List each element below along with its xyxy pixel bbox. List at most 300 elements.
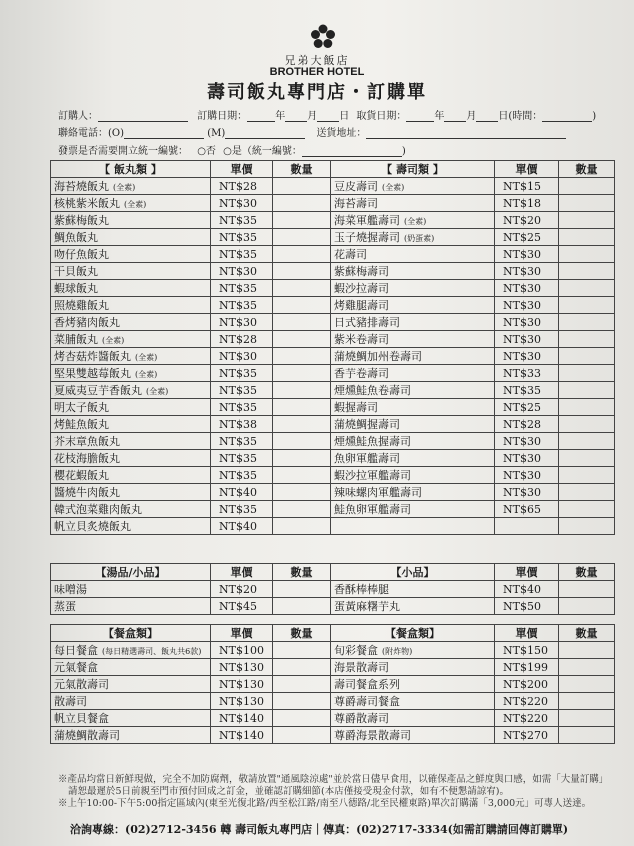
item-name: 照燒雞飯丸 [54, 299, 109, 312]
qty-input-cell[interactable] [273, 518, 331, 535]
qty-input-cell[interactable] [273, 467, 331, 484]
item-price [495, 518, 559, 535]
table-row [51, 450, 615, 467]
qty-input-cell[interactable] [559, 263, 615, 280]
qty-input-cell[interactable] [273, 263, 331, 280]
section-title: 【 壽司類 】 [331, 161, 495, 178]
table-header-row [51, 564, 615, 581]
qty-input-cell[interactable] [559, 399, 615, 416]
item-name: 烤杏菇炸醬飯丸 [54, 350, 131, 363]
item-price: NT$30 [495, 297, 559, 314]
qty-input-cell[interactable] [559, 501, 615, 518]
invoice-no-radio[interactable]: ○否 [197, 146, 216, 157]
form-line-1: 訂購人： 訂購日期： 年 月 日 取貨日期： 年 月 日(時間： ) [58, 111, 597, 122]
item-price: NT$35 [211, 433, 273, 450]
table-row [51, 710, 615, 727]
item-price: NT$20 [211, 581, 273, 598]
item-name-cell [51, 365, 211, 382]
item-price: NT$220 [495, 710, 559, 727]
item-name-cell [331, 433, 495, 450]
item-name-cell [331, 280, 495, 297]
item-name: 尊爵壽司餐盒 [334, 695, 400, 708]
item-name: 烤鮭魚飯丸 [54, 418, 109, 431]
note-1: ※產品均當日新鮮現做，完全不加防腐劑，敬請放置"通風陰涼處"並於當日儘早食用，以確保產品之鮮度與口感，如需「大量訂購」 [58, 774, 609, 785]
item-price: NT$35 [211, 246, 273, 263]
item-name-cell [331, 518, 495, 535]
item-name: 海苔燒飯丸 [54, 180, 109, 193]
item-name-cell [331, 659, 495, 676]
item-name: 壽司餐盒系列 [334, 678, 400, 691]
hotel-name-en: BROTHER HOTEL [269, 66, 365, 78]
item-price: NT$35 [211, 365, 273, 382]
qty-input-cell[interactable] [559, 212, 615, 229]
qty-input-cell[interactable] [273, 727, 331, 744]
item-name-cell [331, 598, 495, 615]
item-price: NT$270 [495, 727, 559, 744]
item-name: 帆立貝炙燒飯丸 [54, 520, 131, 533]
qty-input-cell[interactable] [273, 642, 331, 659]
item-name-cell [331, 263, 495, 280]
item-price: NT$25 [495, 399, 559, 416]
item-name-cell [51, 314, 211, 331]
item-name: 旬彩餐盒 [334, 644, 378, 657]
item-price: NT$30 [495, 263, 559, 280]
table-row [51, 581, 615, 598]
table-row [51, 399, 615, 416]
address-field[interactable] [366, 128, 566, 139]
item-price: NT$30 [211, 195, 273, 212]
item-name: 海苔壽司 [334, 197, 378, 210]
pickup-day-field[interactable] [476, 111, 498, 122]
section-title: 【餐盒類】 [51, 625, 211, 642]
item-name-cell [51, 178, 211, 195]
item-price: NT$38 [211, 416, 273, 433]
item-name: 紫米卷壽司 [334, 333, 389, 346]
item-name: 散壽司 [54, 695, 87, 708]
qty-input-cell[interactable] [559, 433, 615, 450]
item-price: NT$130 [211, 693, 273, 710]
qty-input-cell[interactable] [273, 659, 331, 676]
item-name-cell [51, 581, 211, 598]
item-name-cell [51, 676, 211, 693]
table-row [51, 501, 615, 518]
item-name-cell [331, 399, 495, 416]
item-name-cell [331, 484, 495, 501]
item-tag: (全素) [124, 200, 147, 209]
section-title: 【 飯丸類 】 [51, 161, 211, 178]
menu-table-boxes [50, 624, 615, 744]
item-name: 豆皮壽司 [334, 180, 378, 193]
item-name-cell [51, 727, 211, 744]
table-row [51, 246, 615, 263]
qty-input-cell[interactable] [273, 314, 331, 331]
item-name: 海景散壽司 [334, 661, 389, 674]
qty-input-cell[interactable] [559, 676, 615, 693]
qty-input-cell[interactable] [273, 450, 331, 467]
item-name-cell [331, 467, 495, 484]
item-name: 每日餐盒 [54, 644, 98, 657]
item-name-cell [331, 229, 495, 246]
item-name: 干貝飯丸 [54, 265, 98, 278]
pickup-month-field[interactable] [444, 111, 466, 122]
item-name-cell [51, 467, 211, 484]
item-price: NT$28 [495, 416, 559, 433]
qty-input-cell[interactable] [559, 642, 615, 659]
item-price: NT$20 [495, 212, 559, 229]
menu-table-main [50, 160, 615, 535]
qty-input-cell[interactable] [559, 297, 615, 314]
item-name: 烤雞腿壽司 [334, 299, 389, 312]
item-tag: (附炸物) [382, 647, 413, 656]
table-row [51, 518, 615, 535]
item-name-cell [51, 195, 211, 212]
table-row [51, 382, 615, 399]
item-name: 堅果雙越莓飯丸 [54, 367, 131, 380]
item-price: NT$35 [211, 450, 273, 467]
item-name: 蝦握壽司 [334, 401, 378, 414]
qty-input-cell[interactable] [559, 314, 615, 331]
table-row [51, 331, 615, 348]
item-price: NT$15 [495, 178, 559, 195]
qty-input-cell[interactable] [559, 659, 615, 676]
table-row [51, 212, 615, 229]
item-name-cell [51, 229, 211, 246]
item-name: 櫻花蝦飯丸 [54, 469, 109, 482]
qty-input-cell[interactable] [273, 365, 331, 382]
item-price: NT$130 [211, 659, 273, 676]
item-price: NT$35 [211, 467, 273, 484]
item-name: 蒲燒鯛散壽司 [54, 729, 120, 742]
item-name: 核桃紫米飯丸 [54, 197, 120, 210]
item-name-cell [331, 727, 495, 744]
price-header: 單價 [211, 564, 273, 581]
table-row [51, 314, 615, 331]
qty-input-cell[interactable] [559, 518, 615, 535]
item-name-cell [331, 676, 495, 693]
note-2: 請恕最遲於5日前親至門市預付回成之訂金，並確認訂購細節(本店僅接受現金付款，如有不便懇請諒宥)。 [68, 786, 509, 797]
pickup-time-field[interactable] [542, 111, 592, 122]
item-name-cell [51, 246, 211, 263]
pickup-year-field[interactable] [406, 111, 434, 122]
item-price: NT$35 [211, 501, 273, 518]
item-price: NT$30 [495, 246, 559, 263]
item-name-cell [51, 484, 211, 501]
item-name-cell [331, 178, 495, 195]
item-name-cell [51, 416, 211, 433]
item-name-cell [51, 297, 211, 314]
qty-input-cell[interactable] [273, 212, 331, 229]
qty-input-cell[interactable] [559, 331, 615, 348]
item-name-cell [51, 518, 211, 535]
item-tag: (全素) [113, 183, 136, 192]
item-tag: (全素) [382, 183, 405, 192]
item-name: 花壽司 [334, 248, 367, 261]
item-tag: (全素) [404, 217, 427, 226]
qty-input-cell[interactable] [273, 581, 331, 598]
order-year-field[interactable] [247, 111, 275, 122]
item-name-cell [331, 212, 495, 229]
item-name: 蒲燒鯛加州卷壽司 [334, 350, 422, 363]
qty-input-cell[interactable] [559, 450, 615, 467]
table-row [51, 365, 615, 382]
qty-input-cell[interactable] [559, 348, 615, 365]
qty-header: 數量 [559, 564, 615, 581]
qty-input-cell[interactable] [273, 331, 331, 348]
item-name-cell [331, 314, 495, 331]
qty-input-cell[interactable] [273, 416, 331, 433]
flower-logo-icon [310, 24, 336, 50]
item-name-cell [331, 365, 495, 382]
qty-input-cell[interactable] [559, 246, 615, 263]
item-name: 蝦沙拉軍艦壽司 [334, 469, 411, 482]
qty-input-cell[interactable] [273, 693, 331, 710]
qty-input-cell[interactable] [559, 710, 615, 727]
item-name: 尊爵海景散壽司 [334, 729, 411, 742]
item-name-cell [331, 246, 495, 263]
item-name-cell [331, 297, 495, 314]
table-row [51, 676, 615, 693]
item-price: NT$30 [211, 348, 273, 365]
item-name: 芥末章魚飯丸 [54, 435, 120, 448]
table-row [51, 280, 615, 297]
item-name: 煙燻鮭魚握壽司 [334, 435, 411, 448]
item-name-cell [51, 659, 211, 676]
item-name: 蒲燒鯛握壽司 [334, 418, 400, 431]
item-price: NT$30 [495, 314, 559, 331]
item-name-cell [331, 195, 495, 212]
item-name-cell [331, 416, 495, 433]
item-name: 元氣散壽司 [54, 678, 109, 691]
item-price: NT$18 [495, 195, 559, 212]
qty-input-cell[interactable] [559, 416, 615, 433]
item-price: NT$35 [211, 212, 273, 229]
menu-table-soup [50, 563, 615, 615]
item-name-cell [331, 581, 495, 598]
item-price: NT$35 [211, 280, 273, 297]
item-price: NT$35 [495, 382, 559, 399]
item-name-cell [51, 212, 211, 229]
hotel-name-cn: 兄弟大飯店 [284, 54, 350, 67]
table-row [51, 433, 615, 450]
item-name: 韓式泡菜雞肉飯丸 [54, 503, 142, 516]
item-price: NT$220 [495, 693, 559, 710]
item-tag: (每日精選壽司、飯丸共6款) [102, 647, 202, 656]
qty-header: 數量 [273, 161, 331, 178]
item-name-cell [51, 399, 211, 416]
qty-input-cell[interactable] [559, 382, 615, 399]
table-row [51, 598, 615, 615]
table-row [51, 467, 615, 484]
qty-input-cell[interactable] [273, 246, 331, 263]
item-price: NT$40 [211, 518, 273, 535]
order-day-field[interactable] [317, 111, 339, 122]
item-name-cell [51, 280, 211, 297]
table-header-row [51, 625, 615, 642]
item-name-cell [51, 433, 211, 450]
tax-id-field[interactable] [302, 146, 402, 157]
table-row [51, 416, 615, 433]
form-line-2: 聯絡電話：(O) (M) 送貨地址： [58, 124, 566, 139]
item-name: 鮭魚卵軍艦壽司 [334, 503, 411, 516]
item-price: NT$50 [495, 598, 559, 615]
qty-input-cell[interactable] [559, 229, 615, 246]
item-price: NT$35 [211, 297, 273, 314]
item-tag: (奶蛋素) [404, 234, 435, 243]
qty-input-cell[interactable] [559, 467, 615, 484]
item-price: NT$35 [211, 399, 273, 416]
qty-input-cell[interactable] [559, 484, 615, 501]
qty-header: 數量 [559, 625, 615, 642]
section-title: 【餐盒類】 [331, 625, 495, 642]
item-name: 煙燻鮭魚卷壽司 [334, 384, 411, 397]
table-row [51, 484, 615, 501]
table-row [51, 727, 615, 744]
item-name: 玉子燒握壽司 [334, 231, 400, 244]
item-price: NT$30 [495, 467, 559, 484]
notes [58, 774, 624, 810]
item-price: NT$140 [211, 727, 273, 744]
item-tag: (全素) [146, 387, 169, 396]
item-price: NT$30 [495, 331, 559, 348]
price-header: 單價 [211, 161, 273, 178]
form-line-3: 發票是否需要開立統一編號： ○否 ○是（統一編號： ) [58, 146, 406, 157]
item-name-cell [51, 598, 211, 615]
qty-input-cell[interactable] [559, 581, 615, 598]
qty-input-cell[interactable] [273, 280, 331, 297]
item-name-cell [51, 348, 211, 365]
qty-input-cell[interactable] [273, 676, 331, 693]
item-price: NT$100 [211, 642, 273, 659]
qty-input-cell[interactable] [273, 484, 331, 501]
qty-input-cell[interactable] [559, 693, 615, 710]
item-tag: (全素) [135, 353, 158, 362]
item-price: NT$150 [495, 642, 559, 659]
section-title: 【湯品/小品】 [51, 564, 211, 581]
item-name: 蒸蛋 [54, 600, 76, 613]
qty-header: 數量 [273, 625, 331, 642]
item-name: 紫蘇梅飯丸 [54, 214, 109, 227]
item-name: 辣味螺肉軍艦壽司 [334, 486, 422, 499]
qty-input-cell[interactable] [273, 178, 331, 195]
item-price: NT$33 [495, 365, 559, 382]
item-price: NT$65 [495, 501, 559, 518]
item-name-cell [331, 642, 495, 659]
qty-input-cell[interactable] [273, 501, 331, 518]
mobile-phone-field[interactable] [225, 128, 305, 139]
form-title: 壽司飯丸專門店・訂購單 [207, 82, 427, 103]
item-tag: (全素) [135, 370, 158, 379]
item-price: NT$140 [211, 710, 273, 727]
section-title: 【小品】 [331, 564, 495, 581]
item-name: 蛋黃麻糬芋丸 [334, 600, 400, 613]
footer-contact: 洽詢專線：(02)2712-3456 轉 壽司飯丸專門店｜傳真：(02)2717-3334(如需訂購請回傳訂購單) [70, 823, 569, 836]
item-price: NT$199 [495, 659, 559, 676]
qty-header: 數量 [273, 564, 331, 581]
table-row [51, 195, 615, 212]
item-price: NT$200 [495, 676, 559, 693]
invoice-yes-radio[interactable]: ○是（統一編號： [223, 146, 302, 157]
price-header: 單價 [495, 161, 559, 178]
item-name: 帆立貝餐盒 [54, 712, 109, 725]
item-price: NT$40 [495, 581, 559, 598]
item-name: 魚卵軍艦壽司 [334, 452, 400, 465]
item-price: NT$30 [495, 348, 559, 365]
item-price: NT$30 [495, 450, 559, 467]
qty-input-cell[interactable] [559, 280, 615, 297]
item-name: 尊爵散壽司 [334, 712, 389, 725]
qty-input-cell[interactable] [559, 178, 615, 195]
item-price: NT$30 [495, 280, 559, 297]
qty-input-cell[interactable] [273, 382, 331, 399]
qty-input-cell[interactable] [273, 399, 331, 416]
item-name: 蝦球飯丸 [54, 282, 98, 295]
item-name-cell [51, 642, 211, 659]
table-row [51, 348, 615, 365]
item-name: 香酥棒棒腿 [334, 583, 389, 596]
item-price: NT$35 [211, 382, 273, 399]
item-price: NT$35 [211, 229, 273, 246]
note-3: ※上午10:00-下午5:00指定區域內(東至光復北路/西至松江路/南至八德路/北至民權東路)單次訂購滿「3,000元」可專人送達。 [58, 798, 592, 809]
item-name: 鯛魚飯丸 [54, 231, 98, 244]
item-name-cell [331, 693, 495, 710]
qty-input-cell[interactable] [273, 195, 331, 212]
item-name: 日式豬排壽司 [334, 316, 400, 329]
table-row [51, 297, 615, 314]
order-month-field[interactable] [285, 111, 307, 122]
item-price: NT$30 [495, 484, 559, 501]
qty-input-cell[interactable] [559, 727, 615, 744]
item-name: 花枝海膽飯丸 [54, 452, 120, 465]
qty-input-cell[interactable] [559, 195, 615, 212]
item-price: NT$30 [211, 314, 273, 331]
table-row [51, 178, 615, 195]
item-price: NT$40 [211, 484, 273, 501]
qty-input-cell[interactable] [273, 598, 331, 615]
item-name-cell [51, 501, 211, 518]
item-price: NT$30 [211, 263, 273, 280]
qty-input-cell[interactable] [273, 710, 331, 727]
qty-input-cell[interactable] [273, 229, 331, 246]
item-name: 蝦沙拉壽司 [334, 282, 389, 295]
item-name-cell [331, 710, 495, 727]
item-name-cell [331, 382, 495, 399]
item-price: NT$28 [211, 331, 273, 348]
buyer-field[interactable] [98, 111, 188, 122]
item-name-cell [331, 348, 495, 365]
office-phone-field[interactable] [124, 128, 204, 139]
item-name: 海菜軍艦壽司 [334, 214, 400, 227]
price-header: 單價 [495, 625, 559, 642]
qty-input-cell[interactable] [273, 348, 331, 365]
item-name: 紫蘇梅壽司 [334, 265, 389, 278]
qty-input-cell[interactable] [559, 365, 615, 382]
item-name-cell [331, 450, 495, 467]
item-name-cell [51, 710, 211, 727]
qty-input-cell[interactable] [273, 433, 331, 450]
item-name-cell [51, 450, 211, 467]
table-row [51, 642, 615, 659]
table-row [51, 229, 615, 246]
qty-input-cell[interactable] [559, 598, 615, 615]
item-name-cell [51, 331, 211, 348]
item-name: 夏威夷豆芋香飯丸 [54, 384, 142, 397]
item-name: 菜脯飯丸 [54, 333, 98, 346]
item-name-cell [51, 693, 211, 710]
item-tag: (全素) [102, 336, 125, 345]
item-name: 香烤豬肉飯丸 [54, 316, 120, 329]
item-name-cell [331, 331, 495, 348]
qty-input-cell[interactable] [273, 297, 331, 314]
